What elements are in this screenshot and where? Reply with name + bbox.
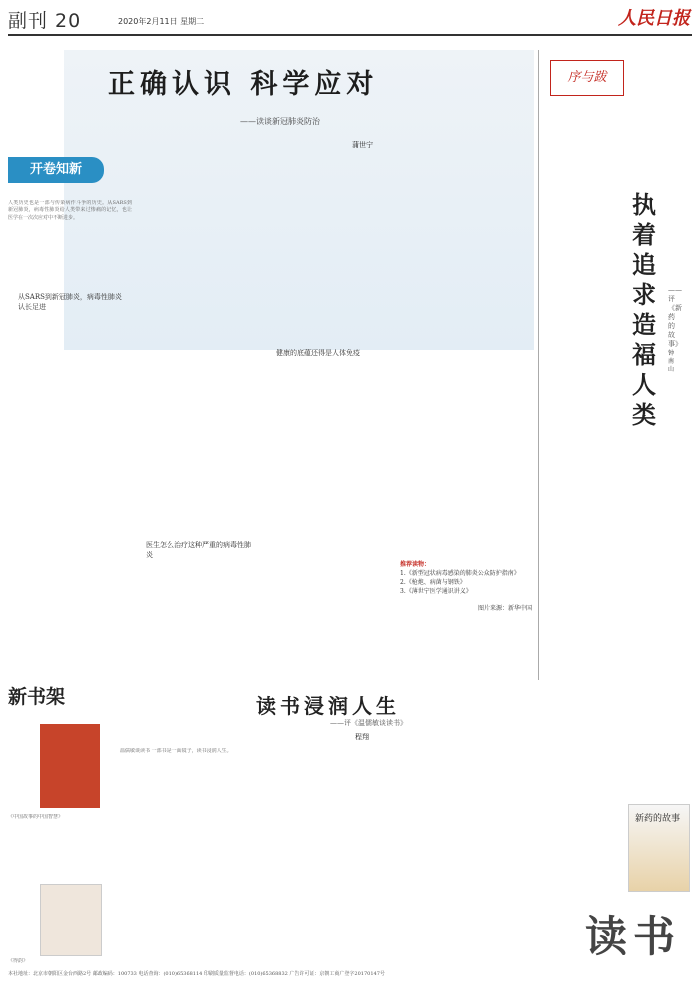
main-article-body-col2: [140, 160, 264, 660]
recommend-item: 3.《薄世宁医学通识讲义》: [400, 588, 472, 595]
newspaper-logo: 人民日报: [618, 8, 690, 29]
preface-sidebar: [542, 50, 698, 670]
recommend-head: 推荐读物：: [400, 561, 431, 568]
book-cover-new-drugs: [628, 804, 690, 892]
reading-subtitle: ——评《温儒敏谈读书》: [330, 719, 407, 727]
preface-author: 钟南山: [668, 350, 675, 373]
recommend-item: 2.《枪炮、病菌与钢铁》: [400, 579, 466, 586]
section-heading-2: 医生怎么治疗这种严重的病毒性肺炎: [146, 541, 251, 559]
masthead: [0, 0, 700, 44]
reading-title: 读书浸润人生: [256, 694, 400, 718]
section-heading-3: 健康的底蕴还得是人体免疫: [276, 349, 360, 357]
knowledge-badge: 开卷知新: [8, 157, 104, 183]
preface-title: 执着追求 造福人类: [632, 190, 658, 429]
book-cover-1: [40, 724, 100, 808]
reading-author: 程翔: [355, 733, 369, 741]
issue-date: 2020年2月11日 星期二: [118, 17, 205, 26]
new-book-1: 《中国故事的中国智慧》: [8, 814, 64, 820]
preface-subtitle: ——评《新药的故事》: [668, 286, 682, 348]
masthead-rule: [8, 34, 692, 36]
recommend-item: 1.《新型冠状病毒感染的肺炎公众防护指南》: [400, 570, 520, 577]
main-article-subtitle: ——读谈新冠肺炎防治: [240, 117, 320, 126]
section-heading-1: 从SARS到新冠肺炎，病毒性肺炎认长足进: [18, 293, 122, 311]
page-footer: 本社地址：北京市朝阳区金台西路2号 邮政编码：100733 电话查询：(010)65368114 印刷质量监督电话：(010)65368832 广告许可证：京朝工商广登字20170147号: [8, 971, 385, 977]
main-article-title: 正确认识 科学应对: [108, 69, 379, 100]
main-article-author: 蒲世宁: [352, 141, 373, 149]
section-label: 副刊 20: [8, 10, 82, 32]
image-credit: 图片来源：新华中国: [477, 605, 532, 612]
reading-body: 温儒敏谈读书 一部书是一面镜子，读书浸润人生。: [120, 748, 232, 754]
preface-tag: 序与跋: [550, 60, 624, 96]
column-divider: [538, 50, 539, 680]
main-article-body: 人类历史也是一部与传染病作斗争的历史。从SARS到新冠肺炎，病毒性肺炎给人类带来过惨痛的记忆，也让医学在一次次应对中不断进步。: [8, 200, 132, 221]
new-books-title: 新书架: [8, 686, 66, 708]
new-book-2: 《得韵》: [8, 958, 29, 964]
read-column-logo: 读书: [585, 912, 682, 961]
book-cover-title: 新药的故事: [635, 814, 681, 824]
recommended-reading: [400, 560, 532, 613]
main-article-body-col3: [272, 160, 396, 660]
book-cover-2: [40, 884, 102, 956]
